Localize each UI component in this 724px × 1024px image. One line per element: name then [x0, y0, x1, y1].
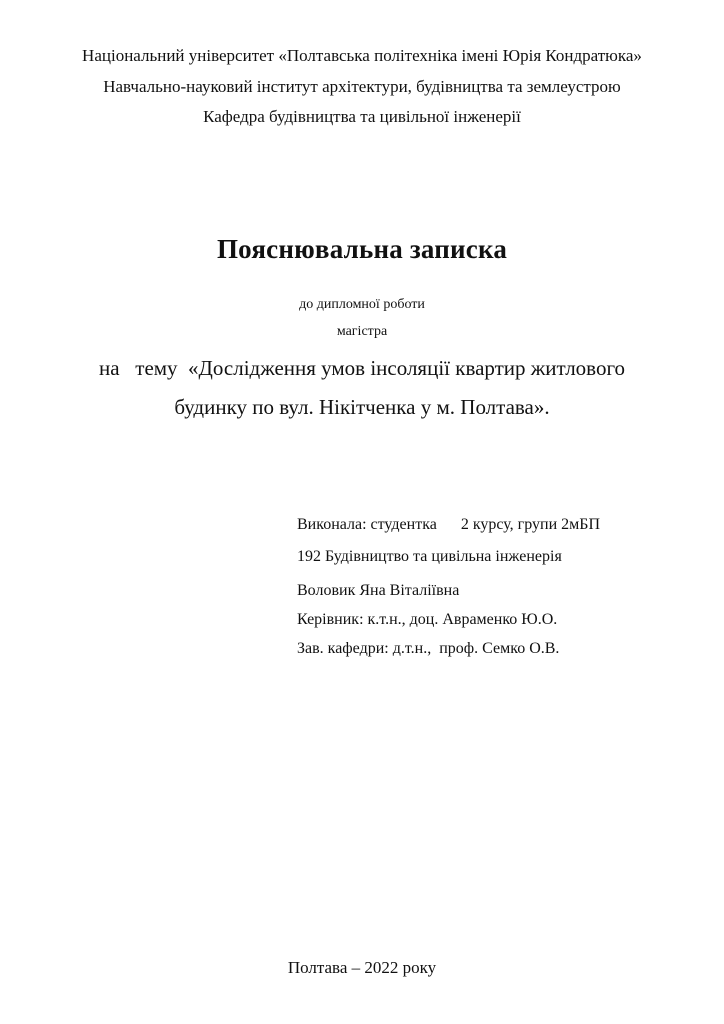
supervisor: Керівник: к.т.н., доц. Авраменко Ю.О. — [297, 611, 558, 628]
university-name: Національний університет «Полтавська політехніка імені Юрія Кондратюка» — [82, 46, 642, 65]
student-name: Воловик Яна Віталіївна — [297, 582, 460, 599]
topic-line-1: на тему «Дослідження умов інсоляції квартир житлового — [98, 356, 626, 380]
subtitle-degree: магістра — [336, 324, 388, 339]
institute-name: Навчально-науковий інститут архітектури, будівництва та землеустрою — [103, 77, 621, 96]
department-name: Кафедра будівництва та цивільної інженерії — [203, 107, 521, 126]
footer-city-year: Полтава – 2022 року — [287, 958, 437, 977]
document-title: Пояснювальна записка — [216, 234, 508, 264]
specialty: 192 Будівництво та цивільна інженерія — [297, 548, 562, 565]
topic-line-2: будинку по вул. Нікітченка у м. Полтава». — [174, 395, 550, 419]
performed-by: Виконала: студентка 2 курсу, групи 2мБП — [297, 516, 601, 533]
subtitle-diploma: до дипломної роботи — [299, 297, 425, 312]
head-of-department: Зав. кафедри: д.т.н., проф. Семко О.В. — [297, 640, 560, 657]
